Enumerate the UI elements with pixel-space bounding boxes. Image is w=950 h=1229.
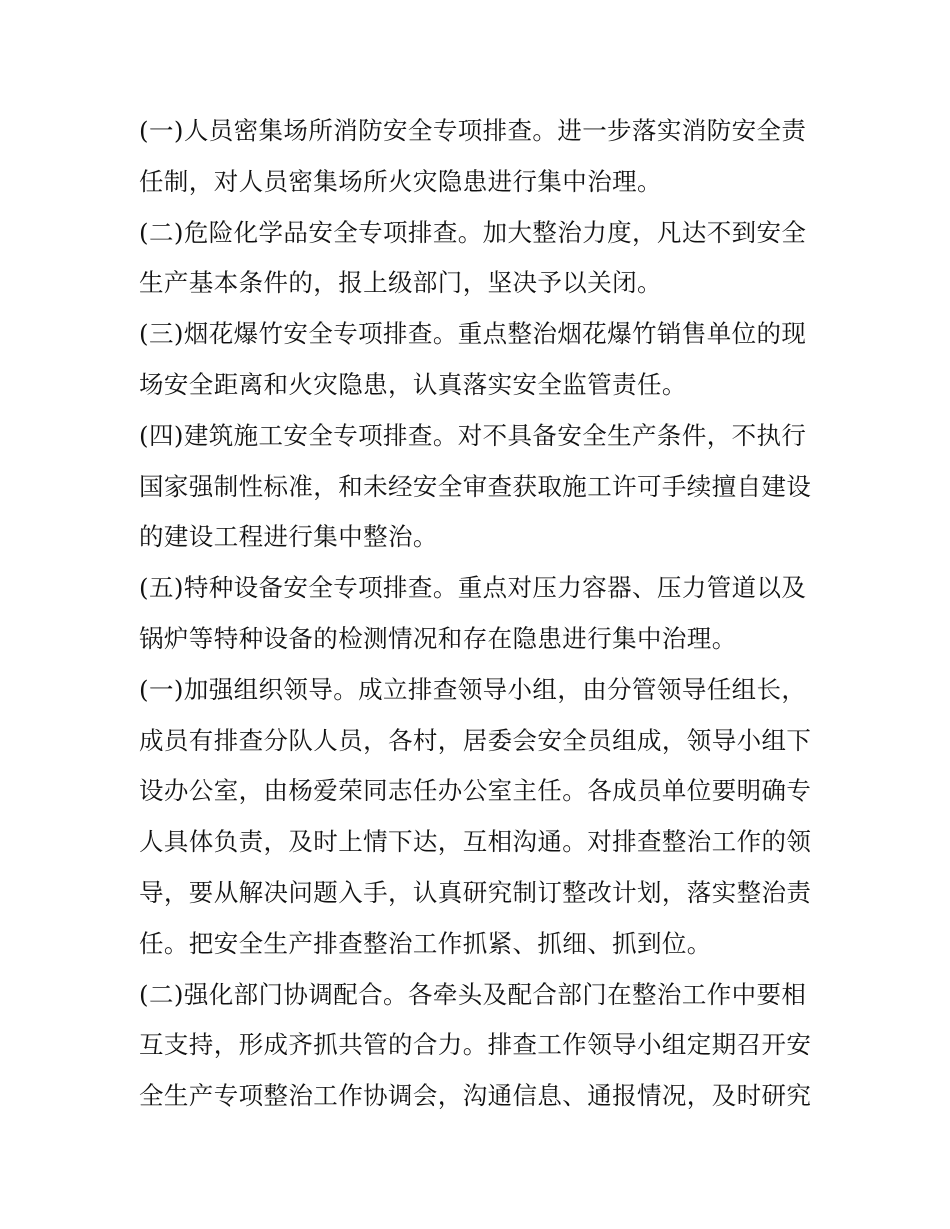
document-body xyxy=(139,106,819,1122)
paragraph-department-coordination: (二)强化部门协调配合。各牵头及配合部门在整治工作中要相互支持，形成齐抓共管的合力。排查工作领导小组定期召开安全生产专项整治工作协调会，沟通信息、通报情况，及时研究 xyxy=(139,979,812,1111)
paragraph-hazardous-chemicals: (二)危险化学品安全专项排查。加大整治力度，凡达不到安全生产基本条件的，报上级部门，坚决予以关闭。 xyxy=(139,217,807,298)
paragraph-fireworks: (三)烟花爆竹安全专项排查。重点整治烟花爆竹销售单位的现场安全距离和火灾隐患，认真落实安全监管责任。 xyxy=(139,319,807,399)
paragraph-construction: (四)建筑施工安全专项排查。对不具备安全生产条件，不执行国家强制性标准，和未经安全审查获取施工许可手续擅自建设的建设工程进行集中整治。 xyxy=(139,420,812,552)
paragraph-special-equipment: (五)特种设备安全专项排查。重点对压力容器、压力管道以及锅炉等特种设备的检测情况和存在隐患进行集中治理。 xyxy=(139,573,807,653)
paragraph-fire-safety: (一)人员密集场所消防安全专项排查。进一步落实消防安全责任制，对人员密集场所火灾隐患进行集中治理。 xyxy=(139,116,807,196)
paragraph-organization-leadership: (一)加强组织领导。成立排查领导小组，由分管领导任组长，成员有排查分队人员，各村，居委会安全员组成，领导小组下设办公室，由杨爱荣同志任办公室主任。各成员单位要明确专人具体负责，及时上情下达，互相沟通。对排查整治工作的领导，要从解决问题入手，认真研究制订整改计划，落实整治责任。把安全生产排查整治工作抓紧、抓细、抓到位。 xyxy=(139,674,812,958)
